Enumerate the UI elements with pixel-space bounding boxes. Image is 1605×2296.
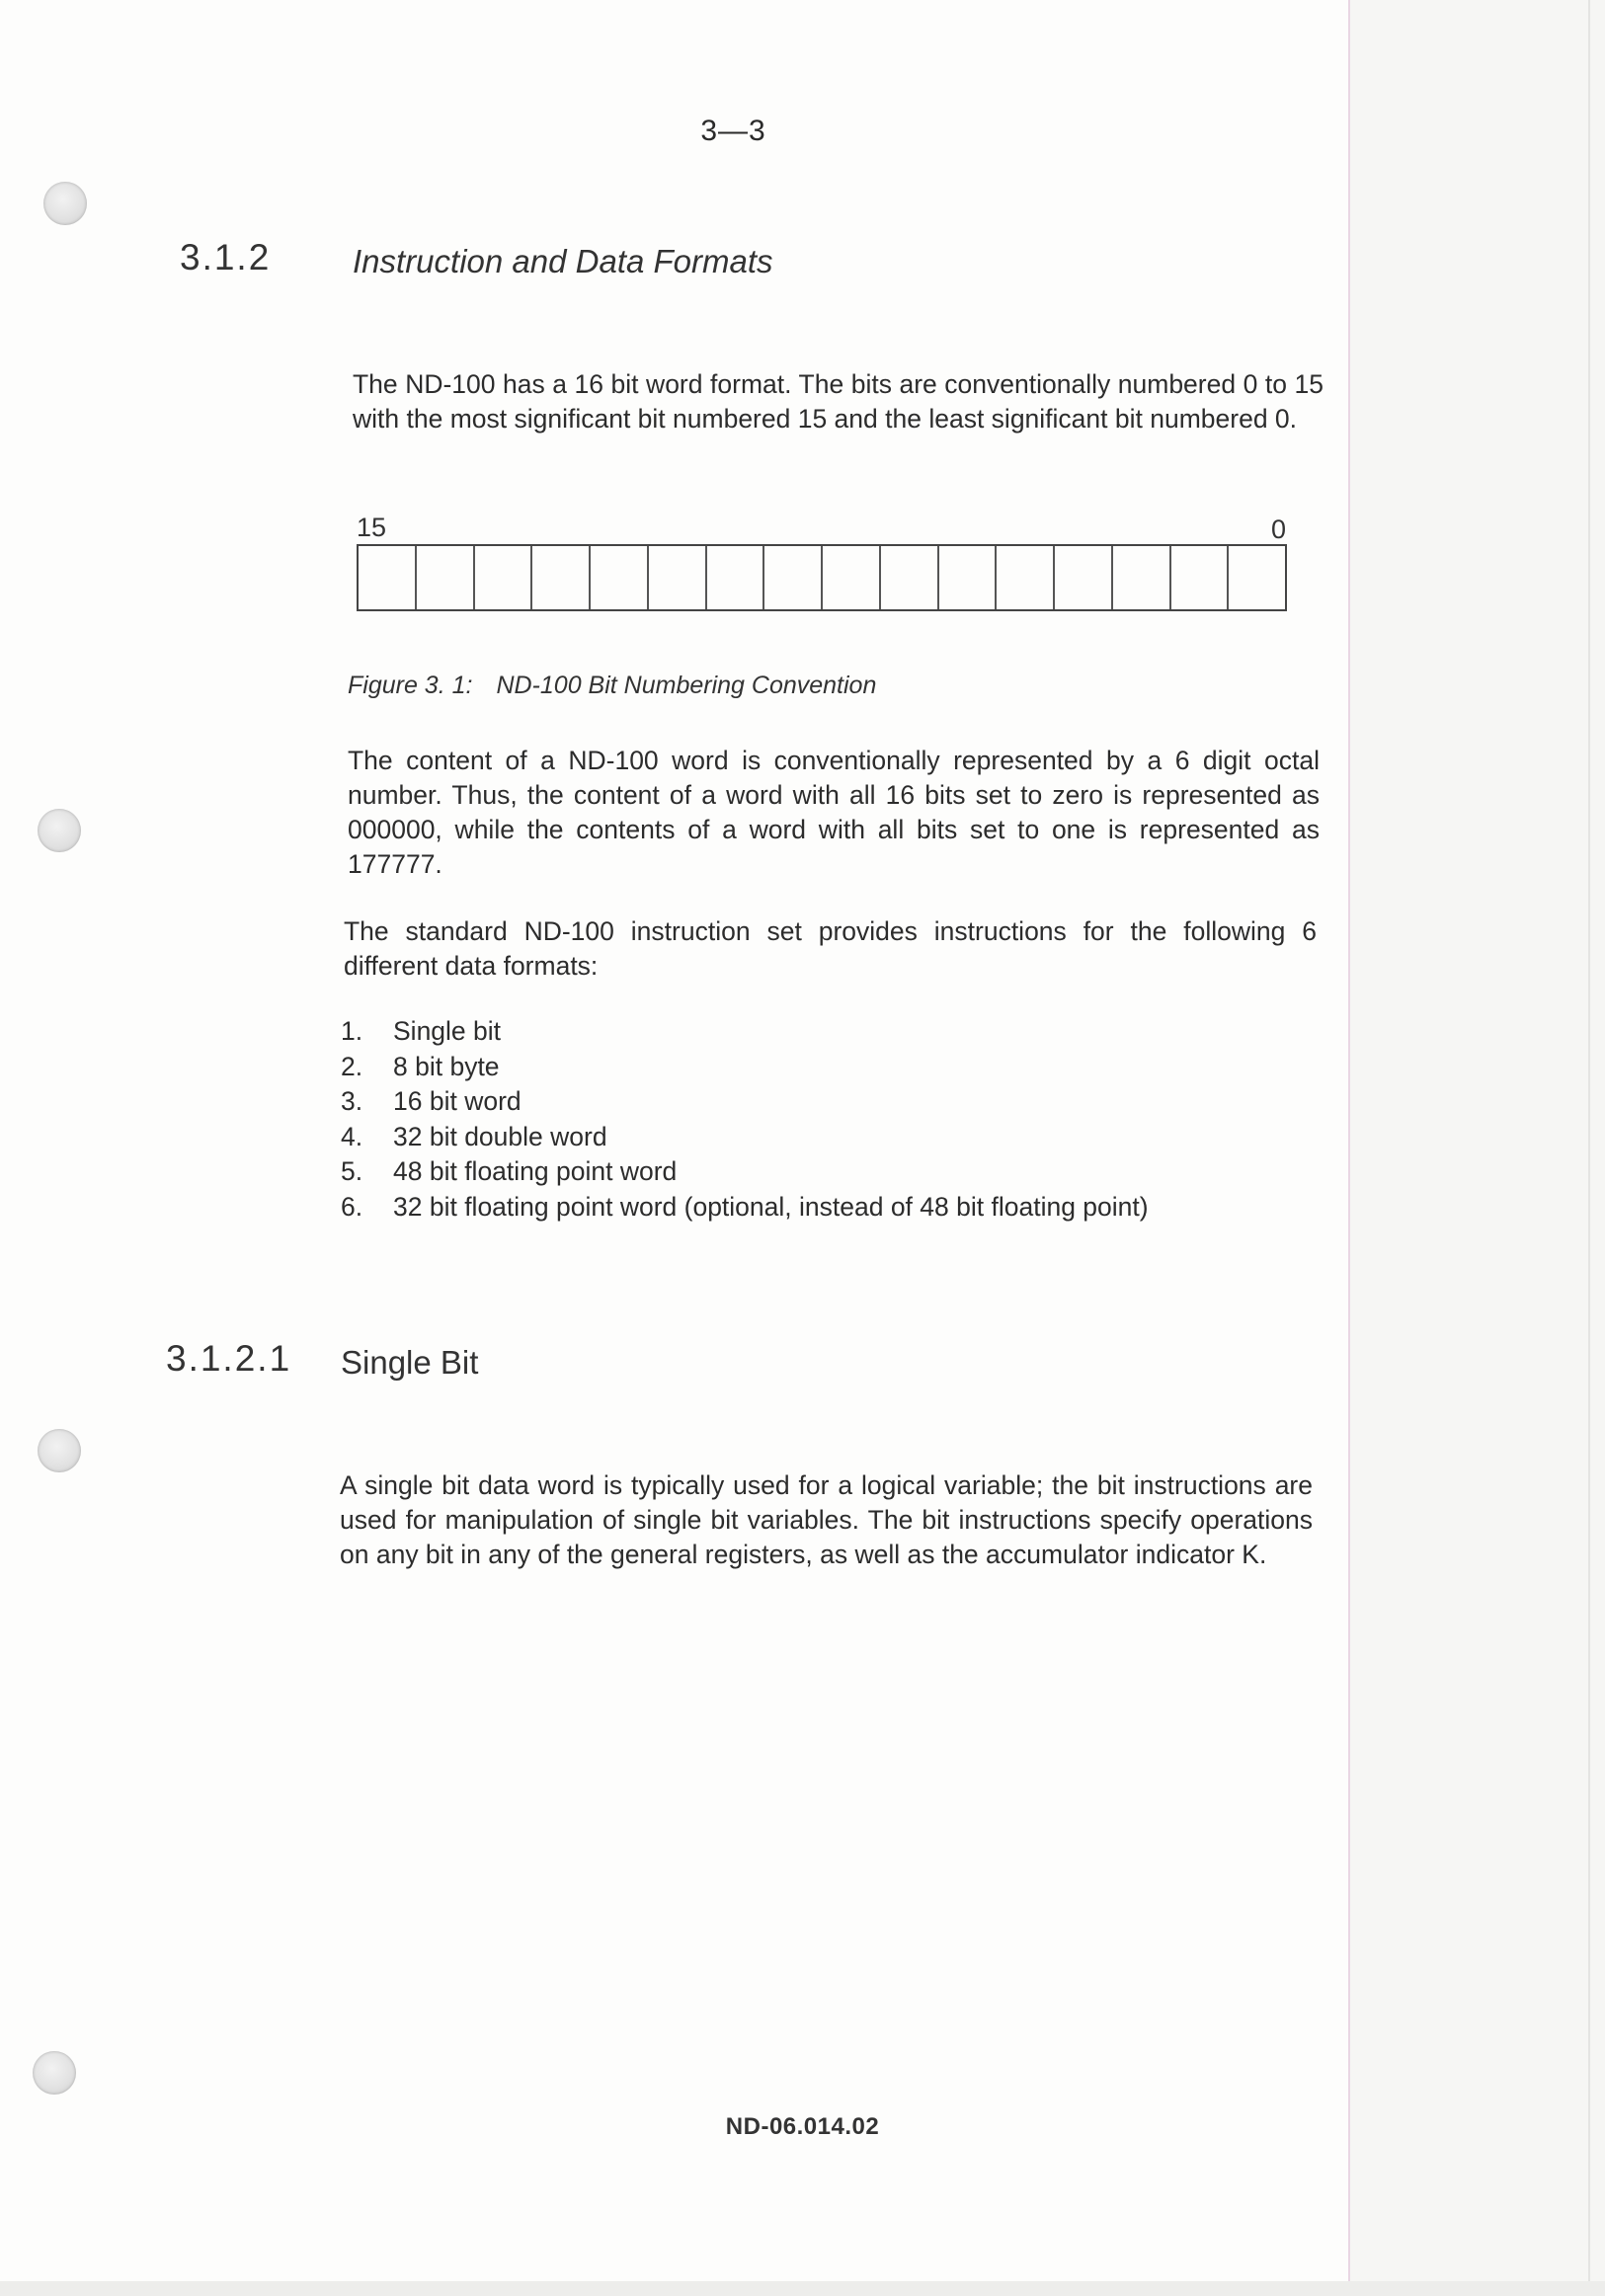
list-item — [341, 1190, 1149, 1226]
list-item — [341, 1050, 1149, 1085]
bit-cell — [647, 546, 705, 609]
subsection-number: 3.1.2.1 — [166, 1338, 292, 1379]
section-title: Instruction and Data Formats — [353, 243, 773, 279]
binder-hole — [33, 2051, 76, 2095]
paper-edge-line — [1588, 0, 1590, 2296]
bit-cell — [530, 546, 589, 609]
bit-numbering-diagram — [357, 544, 1287, 611]
bit-cell — [762, 546, 821, 609]
bit-cell — [359, 546, 415, 609]
section-number: 3.1.2 — [180, 237, 272, 277]
bit-cell — [1053, 546, 1111, 609]
lsb-label: 0 — [1271, 515, 1287, 544]
list-item-text: Single bit — [393, 1016, 502, 1046]
list-item — [341, 1084, 1149, 1120]
list-item-number: 6. — [341, 1191, 363, 1222]
list-item-text: 48 bit floating point word — [393, 1156, 678, 1187]
list-item-number: 5. — [341, 1156, 363, 1187]
list-item-number: 4. — [341, 1121, 363, 1151]
formats-paragraph: The standard ND-100 instruction set provides instructions for the following 6 different data formats: — [344, 916, 1317, 981]
list-item-number: 1. — [341, 1016, 363, 1046]
figure-caption-number: Figure 3. 1: — [348, 672, 473, 699]
list-item-text: 16 bit word — [393, 1086, 522, 1117]
figure-caption-text: ND-100 Bit Numbering Convention — [496, 672, 877, 699]
bit-cell — [995, 546, 1053, 609]
list-item-number: 2. — [341, 1051, 363, 1081]
msb-label: 15 — [357, 513, 387, 542]
bit-cell — [1111, 546, 1169, 609]
list-item-text: 8 bit byte — [393, 1051, 500, 1081]
page-edge-strip — [1348, 0, 1605, 2296]
bit-cell — [1227, 546, 1285, 609]
list-item-number: 3. — [341, 1086, 363, 1117]
single-bit-paragraph: A single bit data word is typically used for a logical variable; the bit instructions are used for manipulation of single bit variables. The bit instructions specify operations on any bit in any of the general registers, as well as the accumulator indicator K. — [340, 1470, 1313, 1569]
bit-cell — [473, 546, 531, 609]
subsection-title: Single Bit — [341, 1344, 479, 1381]
intro-paragraph: The ND-100 has a 16 bit word format. The bits are conventionally numbered 0 to 15 with the most significant bit numbered 15 and the least significant bit numbered 0. — [353, 369, 1324, 434]
list-item-text: 32 bit double word — [393, 1121, 607, 1151]
figure-caption — [348, 672, 876, 700]
binder-hole — [38, 1429, 81, 1472]
binder-hole — [43, 182, 87, 225]
bottom-paper-edge — [0, 2281, 1605, 2296]
page-number: 3—3 — [700, 115, 766, 147]
bit-cell — [705, 546, 763, 609]
list-item-text: 32 bit floating point word (optional, instead of 48 bit floating point) — [393, 1191, 1149, 1222]
bit-cell — [879, 546, 937, 609]
bit-cell — [1169, 546, 1228, 609]
document-number-footer: ND-06.014.02 — [725, 2113, 880, 2140]
data-format-list — [341, 1014, 1149, 1226]
octal-paragraph: The content of a ND-100 word is conventionally represented by a 6 digit octal number. Thus, the content of a word with all 16 bits set to zero is represented as 000000, while the contents of a word with all bits set to one is represented as 177777. — [348, 746, 1320, 879]
bit-cell — [589, 546, 647, 609]
list-item — [341, 1154, 1149, 1190]
list-item — [341, 1120, 1149, 1155]
binder-hole — [38, 809, 81, 852]
bit-cell — [937, 546, 996, 609]
bit-cell — [415, 546, 473, 609]
list-item — [341, 1014, 1149, 1050]
bit-cell — [821, 546, 879, 609]
